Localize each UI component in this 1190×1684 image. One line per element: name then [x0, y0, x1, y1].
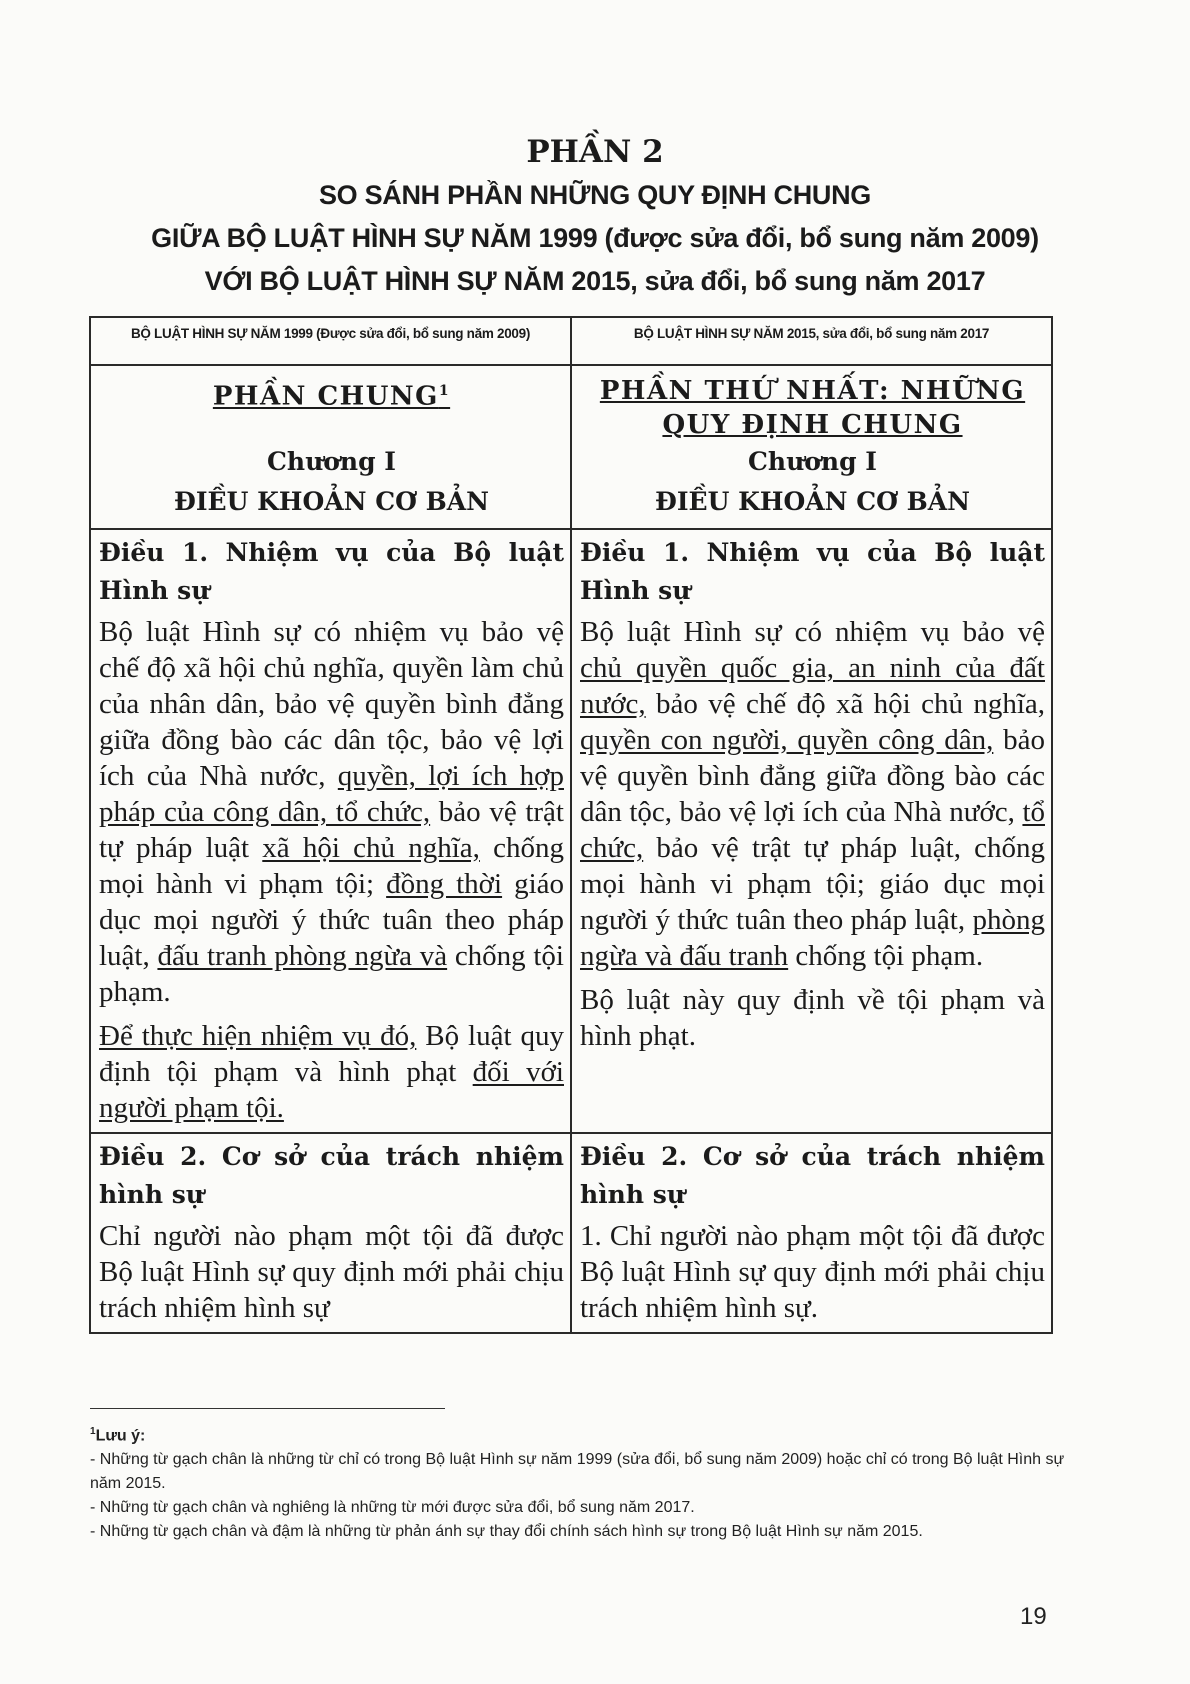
article-1-title-right: Điều 1. Nhiệm vụ của Bộ luật Hình sự [580, 538, 1045, 605]
table-row-part [90, 365, 1052, 529]
article-2-paragraph-1-left [99, 1218, 564, 1326]
underlined-text: quyền, lợi ích hợp pháp của công dân, tổ chức, [99, 760, 564, 828]
underlined-text: đồng thời [386, 868, 503, 900]
text-run: chống tội phạm. [788, 940, 984, 972]
text-run: chống tội phạm. [99, 940, 564, 1008]
footnote-item-2: - Những từ gạch chân và nghiêng là những từ mới được sửa đổi, bổ sung năm 2017. [90, 1499, 695, 1517]
footnote-item-1: - Những từ gạch chân là những từ chỉ có trong Bộ luật Hình sự năm 1999 (sửa đổi, bổ sung năm 2009) hoặc chỉ có trong Bộ luật Hình sự năm 2015. [90, 1451, 1065, 1493]
table-header-row [90, 317, 1052, 365]
cell-article-2-right [571, 1133, 1052, 1333]
footnote-label [90, 1420, 1070, 1448]
footnote-sup: 1 [90, 1426, 96, 1437]
underlined-text: quyền con người, quyền công dân, [580, 724, 994, 756]
heading-line-1: SO SÁNH PHẦN NHỮNG QUY ĐỊNH CHUNG [318, 180, 872, 210]
text-run: 1. Chỉ người nào phạm một tội đã được Bộ luật Hình sự quy định mới phải chịu trách nhiệm hình sự. [580, 1220, 1045, 1324]
cell-part-right [571, 365, 1052, 529]
heading-line-2: GIỮA BỘ LUẬT HÌNH SỰ NĂM 1999 (được sửa đổi, bổ sung năm 2009) [151, 223, 1039, 253]
text-run: Bộ luật này quy định về tội phạm và hình phạt. [580, 984, 1045, 1052]
column-header-2015: BỘ LUẬT HÌNH SỰ NĂM 2015, sửa đổi, bổ sung năm 2017 [571, 317, 1052, 365]
table-row-article-2 [90, 1133, 1052, 1333]
part-heading-left-text: PHẦN CHUNG [212, 381, 439, 412]
underlined-text: tổ chức, [580, 796, 1045, 864]
cell-article-1-left [90, 529, 571, 1133]
part-title: PHẦN 2 [526, 134, 664, 170]
article-2-title-right: Điều 2. Cơ sở của trách nhiệm hình sự [580, 1142, 1045, 1209]
text-run: bảo vệ trật tự pháp luật [99, 796, 564, 864]
footnote-label-text: Lưu ý: [95, 1427, 146, 1445]
cell-part-left [90, 365, 571, 529]
article-2-title-left: Điều 2. Cơ sở của trách nhiệm hình sự [99, 1142, 564, 1209]
text-run: giáo dục mọi người ý thức tuân theo pháp luật, [99, 868, 565, 972]
underlined-text: phòng ngừa và đấu tranh [580, 904, 1045, 972]
chapter-title-right: ĐIỀU KHOẢN CƠ BẢN [655, 487, 970, 516]
text-run: bảo vệ quyền bình đẳng giữa đồng bào các dân tộc, bảo vệ lợi ích của Nhà nước, [580, 724, 1046, 828]
cell-article-2-left [90, 1133, 571, 1333]
text-run: Bộ luật quy định tội phạm và hình phạt [99, 1020, 564, 1088]
chapter-label-right: Chương I [748, 447, 877, 476]
column-header-1999: BỘ LUẬT HÌNH SỰ NĂM 1999 (Được sửa đổi, bổ sung năm 2009) [90, 317, 571, 365]
chapter-title-left: ĐIỀU KHOẢN CƠ BẢN [174, 486, 489, 516]
underlined-text: đối với người phạm tội. [99, 1056, 564, 1124]
cell-article-1-right [571, 529, 1052, 1133]
footnote-item-3: - Những từ gạch chân và đậm là những từ phản ánh sự thay đổi chính sách hình sự trong Bộ luật Hình sự năm 2015. [90, 1523, 923, 1541]
part-heading-left [99, 374, 564, 414]
footnote-marker: 1 [438, 383, 451, 399]
text-run: bảo vệ trật tự pháp luật, chống mọi hành vi phạm tội; giáo dục mọi người ý thức tuân theo pháp luật, [580, 832, 1045, 936]
article-1-paragraph-1-left [99, 614, 564, 1010]
underlined-text: xã hội chủ nghĩa, [262, 832, 480, 864]
text-run: bảo vệ chế độ xã hội chủ nghĩa, [645, 688, 1045, 720]
article-2-paragraph-1-right [580, 1218, 1045, 1326]
article-1-paragraph-2-right [580, 982, 1045, 1054]
text-run: Bộ luật Hình sự có nhiệm vụ bảo vệ [580, 616, 1045, 648]
underlined-text: đấu tranh phòng ngừa và [157, 940, 448, 972]
article-1-paragraph-1-right [580, 614, 1045, 974]
chapter-label-left: Chương I [267, 446, 396, 476]
heading-line-3: VỚI BỘ LUẬT HÌNH SỰ NĂM 2015, sửa đổi, bổ sung năm 2017 [204, 266, 986, 296]
footnote [90, 1420, 1070, 1544]
article-1-title-left: Điều 1. Nhiệm vụ của Bộ luật Hình sự [99, 538, 564, 605]
text-run: chống mọi hành vi phạm tội; [99, 832, 564, 900]
article-1-paragraph-2-left [99, 1018, 564, 1126]
underlined-text: chủ quyền quốc gia, an ninh của đất nước, [580, 652, 1045, 720]
comparison-table [89, 316, 1053, 1334]
table-row-article-1 [90, 529, 1052, 1133]
part-heading-right: PHẦN THỨ NHẤT: NHỮNG QUY ĐỊNH CHUNG [599, 376, 1026, 440]
text-run: Chỉ người nào phạm một tội đã được Bộ luật Hình sự quy định mới phải chịu trách nhiệm hình sự [99, 1220, 564, 1324]
page-header [70, 130, 1120, 303]
page-number: 19 [1020, 1603, 1047, 1630]
underlined-text: Để thực hiện nhiệm vụ đó, [99, 1020, 417, 1052]
footnote-separator [90, 1408, 445, 1409]
text-run: Bộ luật Hình sự có nhiệm vụ bảo vệ chế độ xã hội chủ nghĩa, quyền làm chủ của nhân dân, bảo vệ quyền bình đẳng giữa đồng bào các dân tộc, bảo vệ lợi ích của Nhà nước, [99, 616, 564, 792]
